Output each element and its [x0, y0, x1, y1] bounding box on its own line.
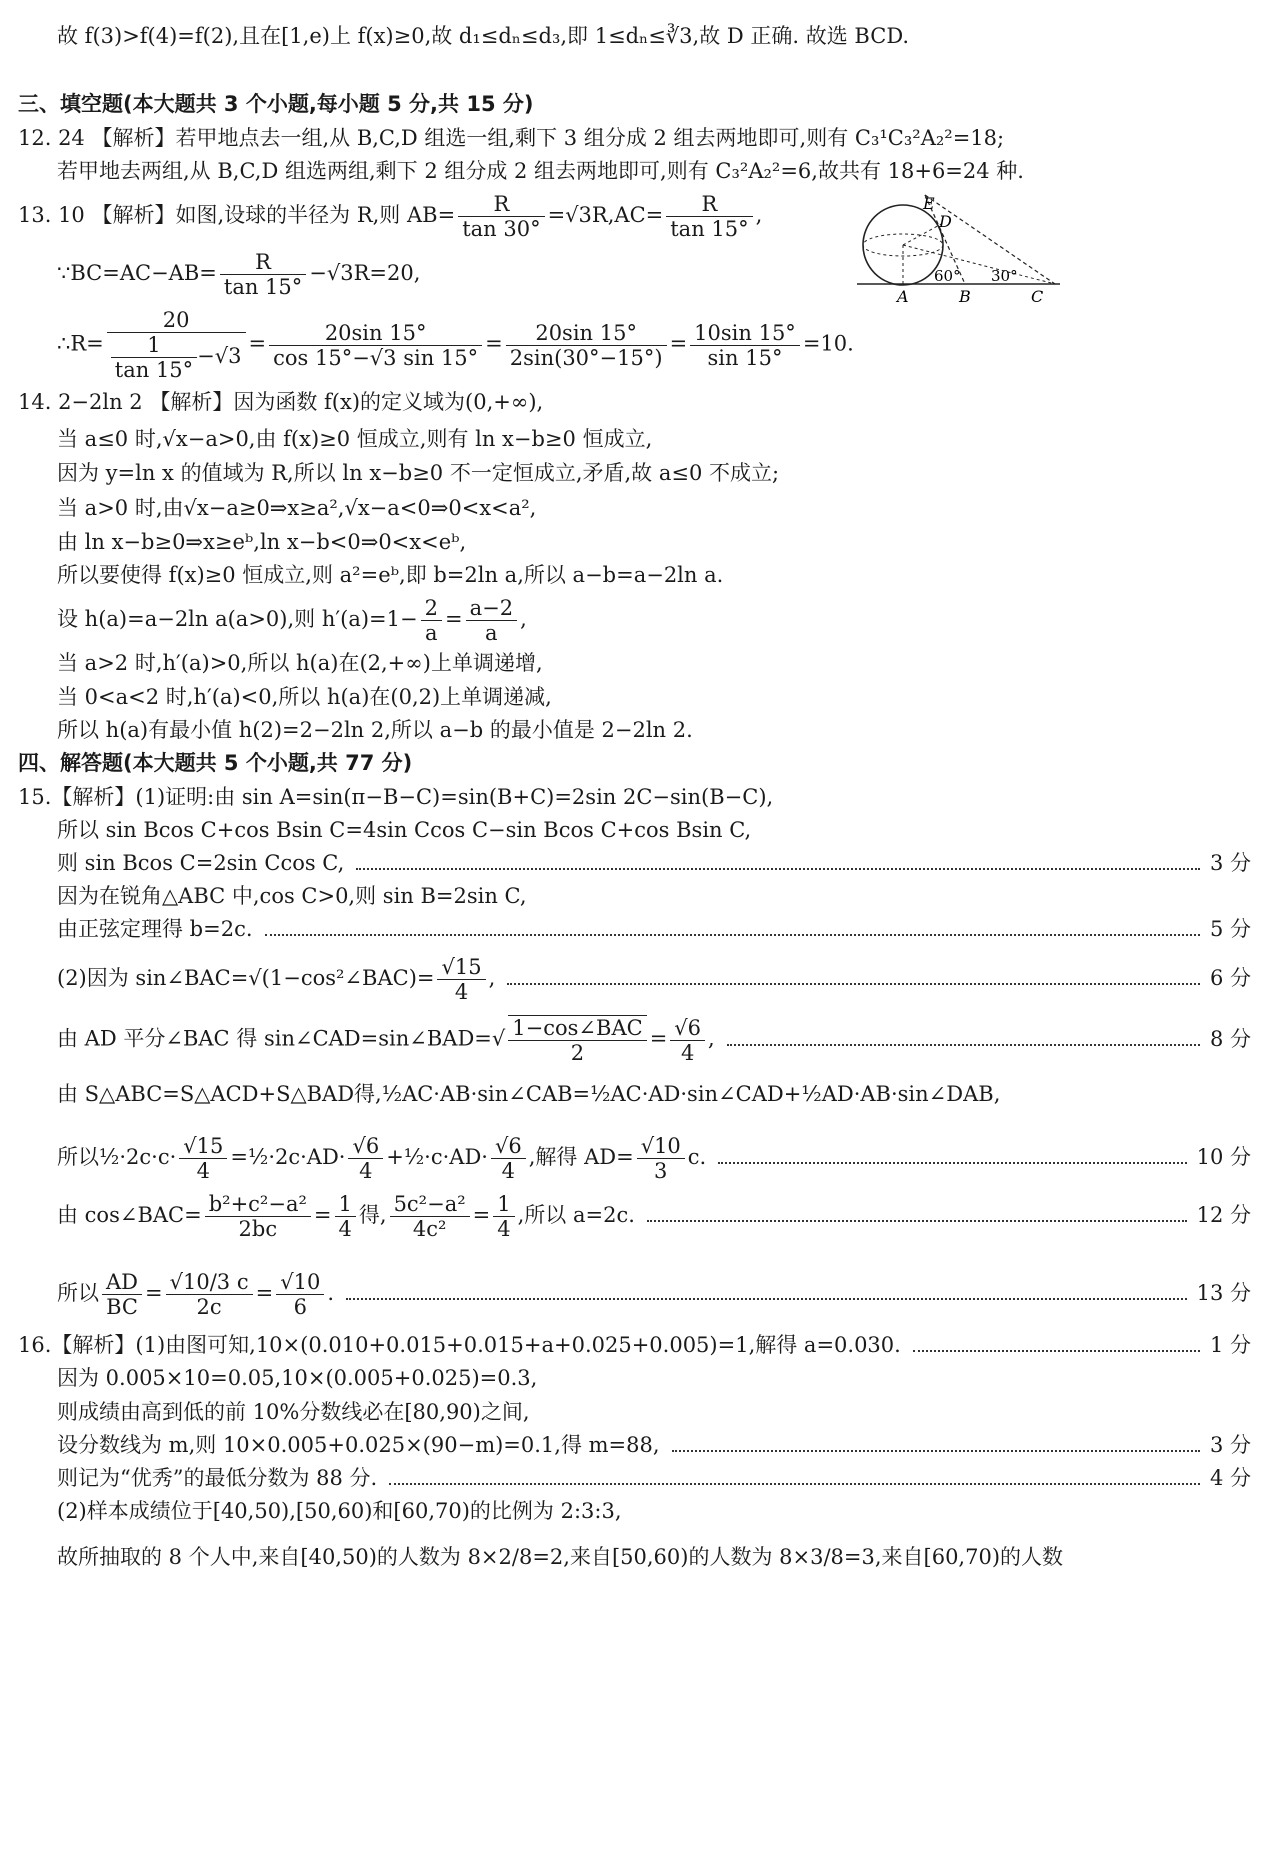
line-q15-j	[57, 1192, 1251, 1241]
fraction-r-over-tan15	[666, 192, 752, 241]
frac-num: b²+c²−a²	[205, 1192, 311, 1217]
equals: =	[472, 1203, 491, 1228]
score-mark: 3 分	[1209, 851, 1251, 875]
q16d-text: 设分数线为 m,则 10×0.005+0.025×(90−m)=0.1,得 m=88,	[57, 1433, 660, 1457]
q15k-expr	[57, 1270, 334, 1319]
inner-den: tan 15°	[114, 358, 194, 383]
fraction-5c2-minus-a2	[390, 1192, 470, 1241]
label-angle-30: 30°	[991, 267, 1018, 285]
frac-den: a	[485, 621, 498, 646]
q15j-mid: 得,	[358, 1203, 387, 1228]
frac-den: 4	[454, 980, 469, 1005]
q15k-text: 所以	[57, 1281, 99, 1306]
equals: =	[444, 607, 463, 632]
fraction-10sin-over-sin	[690, 321, 800, 370]
q15c-text: 则 sin Bcos C=2sin Ccos C,	[57, 851, 345, 875]
q15i-expr	[57, 1134, 706, 1183]
frac-num: √10	[276, 1270, 324, 1295]
line-q14-b: 当 a≤0 时,√x−a>0,由 f(x)≥0 恒成立,则有 ln x−b≥0 恒成立,	[57, 427, 653, 451]
frac-num: 1−cos∠BAC	[508, 1015, 646, 1041]
frac-num: √6	[348, 1134, 383, 1159]
q15j-text: 由 cos∠BAC=	[57, 1203, 202, 1228]
section-heading-fill-in: 三、填空题(本大题共 3 个小题,每小题 5 分,共 15 分)	[18, 92, 534, 116]
fraction-sqrt10-over-6	[276, 1270, 324, 1319]
label-c: C	[1031, 287, 1044, 305]
dot-leader	[389, 1483, 1200, 1485]
fraction-20sin-over-2sin	[506, 321, 667, 370]
inner-num: 1	[111, 333, 197, 358]
frac-num: √15	[179, 1134, 227, 1159]
line-q15-h: 由 S△ABC=S△ACD+S△BAD得,½AC·AB·sin∠CAB=½AC·AD·sin∠CAD+½AD·AB·sin∠DAB,	[57, 1082, 1001, 1106]
line-q16-g: 故所抽取的 8 个人中,来自[40,50)的人数为 8×2/8=2,来自[50,60)的人数为 8×3/8=3,来自[60,70)的人数	[57, 1545, 1064, 1569]
line-q16-a	[18, 1333, 1251, 1358]
equals: =	[145, 1281, 163, 1306]
equals: =	[649, 1026, 668, 1051]
q15j-end: ,所以 a=2c.	[517, 1203, 635, 1228]
dot-leader	[672, 1450, 1200, 1452]
equals: =	[255, 1281, 274, 1306]
line-q12-b: 若甲地去两组,从 B,C,D 组选两组,剩下 2 组分成 2 组去两地即可,则有 C₃²A₂²=6,故共有 18+6=24 种.	[57, 159, 1024, 183]
dot-leader	[913, 1350, 1200, 1352]
frac-den: 6	[293, 1295, 307, 1320]
frac-num: AD	[102, 1270, 142, 1295]
frac-den: 2bc	[238, 1217, 278, 1242]
fraction-sqrt15-over-4	[437, 955, 485, 1004]
line-q13-b	[57, 250, 1251, 299]
q15g-text: 由 AD 平分∠BAC 得 sin∠CAD=sin∠BAD=√	[57, 1026, 506, 1051]
frac-den: tan 15°	[670, 217, 749, 242]
line-q16-c: 则成绩由高到低的前 10%分数线必在[80,90)之间,	[57, 1400, 530, 1424]
frac-den: 4	[680, 1040, 695, 1065]
line-q14-d: 当 a>0 时,由√x−a≥0⇒x≥a²,√x−a<0⇒0<x<a²,	[57, 496, 537, 520]
frac-num: √10/3 c	[166, 1270, 253, 1295]
dot-leader	[647, 1220, 1187, 1222]
fraction-sqrt6-over-4	[348, 1134, 383, 1183]
frac-num: 20	[107, 308, 246, 333]
section-heading-solutions: 四、解答题(本大题共 5 个小题,共 77 分)	[18, 751, 413, 775]
q13c-text: ∴R=	[57, 331, 104, 356]
q15g-expr	[57, 1015, 715, 1065]
frac-num: 5c²−a²	[390, 1192, 470, 1217]
fraction-20sin-over-cos	[269, 321, 482, 370]
q15i-mid3: ,解得 AD=	[528, 1145, 634, 1170]
line-q14-h: 当 a>2 时,h′(a)>0,所以 h(a)在(2,+∞)上单调递增,	[57, 651, 543, 675]
q15j-expr	[57, 1192, 635, 1241]
q13a-mid: =√3R,AC=	[547, 203, 664, 228]
fraction-1-minus-cos-over-2	[508, 1015, 646, 1065]
fraction-cosine-law	[205, 1192, 311, 1241]
dot-leader	[356, 868, 1200, 870]
q16a-text: 16.【解析】(1)由图可知,10×(0.010+0.015+0.015+a+0.025+0.005)=1,解得 a=0.030.	[18, 1333, 901, 1357]
line-q12-a: 12. 24 【解析】若甲地点去一组,从 B,C,D 组选一组,剩下 3 组分成 2 组去两地即可,则有 C₃¹C₃²A₂²=18;	[18, 126, 1005, 150]
q14g-text: 设 h(a)=a−2ln a(a>0),则 h′(a)=1−	[57, 607, 418, 632]
score-mark: 1 分	[1209, 1333, 1251, 1357]
line-q14-g	[57, 596, 1251, 645]
line-q15-d: 因为在锐角△ABC 中,cos C>0,则 sin B=2sin C,	[57, 884, 527, 908]
line-q15-b: 所以 sin Bcos C+cos Bsin C=4sin Ccos C−sin Bcos C+cos Bsin C,	[57, 818, 752, 842]
q13a-text: 13. 10 【解析】如图,设球的半径为 R,则 AB=	[18, 203, 456, 228]
line-q14-j: 所以 h(a)有最小值 h(2)=2−2ln 2,所以 a−b 的最小值是 2−2ln 2.	[57, 718, 693, 742]
dot-leader	[265, 934, 1200, 936]
frac-num: √10	[637, 1134, 685, 1159]
label-a: A	[897, 287, 909, 305]
fraction-r-over-tan30	[458, 192, 544, 241]
dot-leader	[727, 1044, 1200, 1046]
line-q15-k	[57, 1270, 1251, 1319]
frac-num: R	[458, 192, 544, 217]
line-q16-b: 因为 0.005×10=0.05,10×(0.005+0.025)=0.3,	[57, 1366, 538, 1390]
q13b-end: −√3R=20,	[309, 261, 421, 286]
frac-num: R	[220, 250, 306, 275]
line-q15-i	[57, 1134, 1251, 1183]
q15i-text: 所以½·2c·c·	[57, 1145, 177, 1170]
score-mark: 8 分	[1209, 1026, 1251, 1051]
q13b-text: ∵BC=AC−AB=	[57, 261, 217, 286]
line-q11-conclusion: 故 f(3)>f(4)=f(2),且在[1,e)上 f(x)≥0,故 d₁≤dₙ≤d₃,即 1≤dₙ≤∛3,故 D 正确. 故选 BCD.	[57, 24, 910, 48]
q15f-end: ,	[488, 966, 496, 991]
frac-num: 1	[493, 1192, 514, 1217]
line-q16-f: (2)样本成绩位于[40,50),[50,60)和[60,70)的比例为 2:3:3,	[57, 1499, 622, 1523]
label-angle-60: 60°	[934, 267, 961, 285]
q15g-end: ,	[708, 1026, 715, 1051]
score-mark: 4 分	[1209, 1466, 1251, 1490]
score-mark: 12 分	[1196, 1203, 1251, 1228]
score-mark: 6 分	[1209, 966, 1251, 991]
line-q15-f	[57, 955, 1251, 1004]
frac-den: 4	[338, 1217, 352, 1242]
q13a-end: ,	[755, 203, 763, 228]
equals: =	[248, 331, 267, 356]
frac-num: 10sin 15°	[690, 321, 800, 346]
fraction-sqrt6-over-4	[670, 1016, 705, 1065]
frac-den: 4c²	[412, 1217, 447, 1242]
score-mark: 5 分	[1209, 917, 1251, 941]
q13c-end: =10.	[802, 331, 854, 356]
frac-num: √15	[437, 955, 485, 980]
label-d: D	[939, 212, 952, 231]
line-q14-e: 由 ln x−b≥0⇒x≥eᵇ,ln x−b<0⇒0<x<eᵇ,	[57, 530, 467, 554]
frac-den: sin 15°	[707, 345, 783, 370]
frac-den: BC	[106, 1295, 138, 1320]
equals: =	[669, 331, 688, 356]
line-q14-a: 14. 2−2ln 2 【解析】因为函数 f(x)的定义域为(0,+∞),	[18, 390, 544, 414]
frac-den: 3	[654, 1159, 668, 1184]
dot-leader	[346, 1298, 1187, 1300]
fraction-1-over-4	[335, 1192, 356, 1241]
fraction-a-minus-2-over-a	[466, 596, 517, 645]
line-q15-c	[57, 851, 1251, 876]
score-mark: 13 分	[1196, 1281, 1251, 1306]
frac-num: a−2	[466, 596, 517, 621]
sphere-figure	[855, 190, 1065, 305]
fraction-ad-over-bc	[102, 1270, 142, 1319]
line-q15-e	[57, 917, 1251, 942]
line-q14-i: 当 0<a<2 时,h′(a)<0,所以 h(a)在(0,2)上单调递减,	[57, 685, 552, 709]
q15i-mid2: +½·c·AD·	[386, 1145, 488, 1170]
q14g-end: ,	[520, 607, 527, 632]
dot-leader	[507, 983, 1200, 985]
q15f-text: (2)因为 sin∠BAC=√(1−cos²∠BAC)=	[57, 966, 435, 991]
q15f-expr	[57, 955, 495, 1004]
frac-den: 2c	[196, 1295, 222, 1320]
radius-to-d	[903, 223, 943, 245]
dot-leader	[718, 1162, 1186, 1164]
line-q13-c	[57, 308, 1251, 382]
q16e-text: 则记为“优秀”的最低分数为 88 分.	[57, 1466, 378, 1490]
fraction-1-over-4	[493, 1192, 514, 1241]
score-mark: 10 分	[1196, 1145, 1251, 1170]
label-e: E	[923, 194, 935, 213]
fraction-2-over-a	[421, 596, 442, 645]
fraction-sqrt10-over-3	[637, 1134, 685, 1183]
q15k-end: .	[327, 1281, 335, 1306]
equals: =	[485, 331, 503, 356]
line-q16-e	[57, 1466, 1251, 1491]
fraction-r-over-tan15	[220, 250, 306, 299]
frac-num: 20sin 15°	[269, 321, 482, 346]
fraction-sqrt6-over-4	[491, 1134, 526, 1183]
frac-den: 2	[570, 1041, 585, 1066]
frac-num: 1	[335, 1192, 356, 1217]
frac-num: 20sin 15°	[506, 321, 667, 346]
line-q16-d	[57, 1433, 1251, 1458]
line-q15-g	[57, 1015, 1251, 1065]
frac-den: a	[425, 621, 438, 646]
label-b: B	[959, 287, 971, 305]
frac-den: tan 30°	[462, 217, 541, 242]
frac-den: cos 15°−√3 sin 15°	[273, 345, 479, 370]
frac-den: tan 15°	[223, 275, 303, 300]
fraction-sqrt15-over-4	[179, 1134, 227, 1183]
line-q13-a	[18, 192, 1251, 241]
frac-den	[107, 333, 246, 382]
frac-num: R	[666, 192, 752, 217]
fraction-20-compound	[107, 308, 246, 382]
q15i-end: c.	[687, 1145, 707, 1170]
frac-num: √6	[491, 1134, 526, 1159]
score-mark: 3 分	[1209, 1433, 1251, 1457]
q15e-text: 由正弦定理得 b=2c.	[57, 917, 253, 941]
frac-den: 4	[196, 1159, 210, 1184]
frac-den: 2sin(30°−15°)	[509, 345, 663, 370]
fraction-sqrt10c-over-2c	[166, 1270, 253, 1319]
line-q14-f: 所以要使得 f(x)≥0 恒成立,则 a²=eᵇ,即 b=2ln a,所以 a−b=a−2ln a.	[57, 563, 724, 587]
frac-num: √6	[670, 1016, 705, 1041]
frac-num: 2	[421, 596, 442, 621]
line-q14-c: 因为 y=ln x 的值域为 R,所以 ln x−b≥0 不一定恒成立,矛盾,故 a≤0 不成立;	[57, 461, 780, 485]
frac-den: 4	[497, 1217, 511, 1242]
line-q15-a: 15.【解析】(1)证明:由 sin A=sin(π−B−C)=sin(B+C)=2sin 2C−sin(B−C),	[18, 785, 774, 809]
minus-sqrt3: −√3	[197, 344, 242, 369]
frac-den: 4	[501, 1159, 516, 1184]
frac-den: 4	[359, 1159, 373, 1184]
equals: =	[313, 1203, 332, 1228]
q15i-mid: =½·2c·AD·	[230, 1145, 346, 1170]
